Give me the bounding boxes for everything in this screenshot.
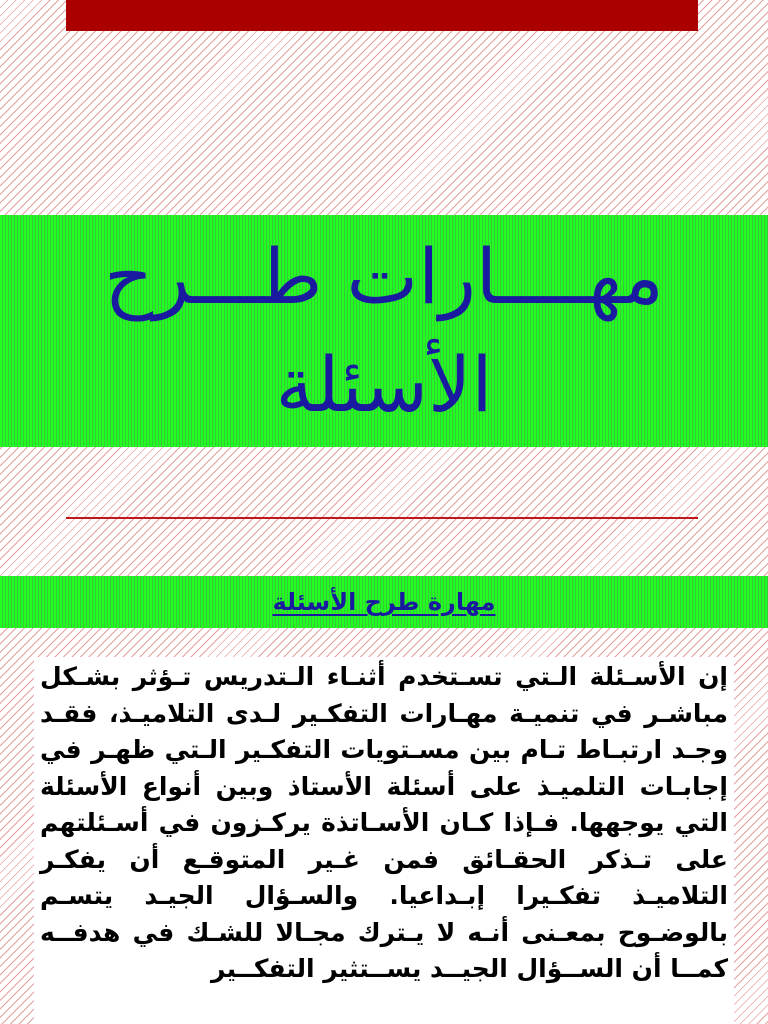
slide-subtitle: مهارة طرح الأسئلة	[272, 588, 496, 616]
subtitle-banner	[0, 576, 768, 628]
title-banner	[0, 215, 768, 447]
top-accent-bar	[66, 0, 698, 31]
slide-title: مهــــارات طـــرح الأسئلة	[104, 232, 664, 429]
section-divider	[66, 517, 698, 519]
body-paragraph: إن الأسـئلة الـتي تسـتخدم أثنـاء الـتدريس تـؤثر بشـكل مباشـر في تنميـة مهـارات التفكـير لـدى التلاميـذ، فقـد وجـد ارتبـاط تـام بين مسـتويات التفكـير الـتي ظهـر في إجابـات التلميـذ على أسئلة الأستاذ وبين أنواع الأسئلة التي يوجهها. فـإذا كـان الأسـاتذة يركـزون في أسـئلتهم على تـذكر الحقـائق فمن غـير المتوقـع أن يفكـر التلاميـذ تفكـيرا إبـداعيا. والسـؤال الجيـد يتسـم بالوضـوح بمعـنى أنـه لا يـترك مجـالا للشـك في هدفــه كمــا أن الســؤال الجيــد يســتثير التفكــير	[40, 662, 728, 983]
body-text-box	[34, 657, 734, 1024]
